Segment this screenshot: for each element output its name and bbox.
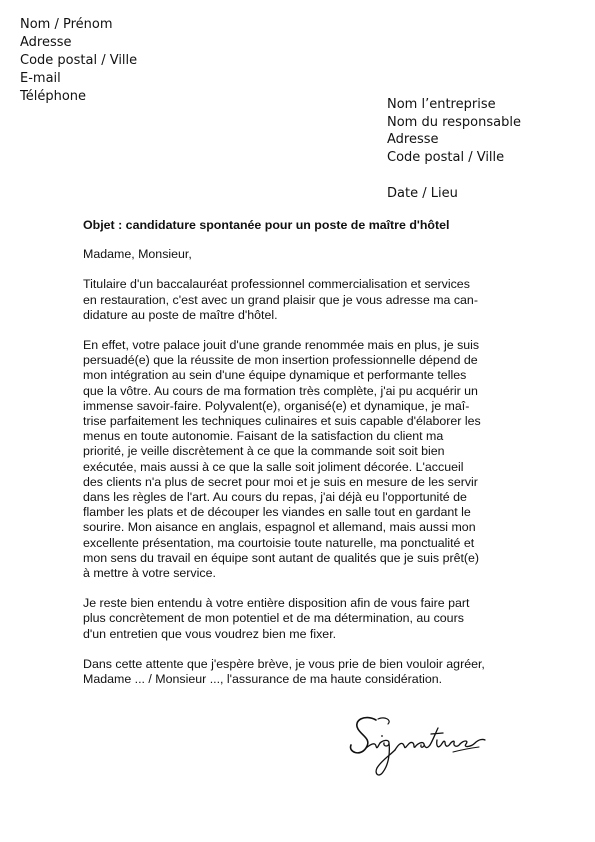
text-line: priorité, je veille discrètement à ce que la commande soit soit bien — [83, 444, 445, 459]
text-line: menus en toute autonomie. Faisant de la satisfaction du client ma — [83, 429, 444, 444]
recipient-company: Nom l’entreprise — [387, 97, 496, 112]
sender-address: Adresse — [20, 35, 72, 50]
sender-email: E-mail — [20, 71, 61, 86]
recipient-postal-city: Code postal / Ville — [387, 149, 505, 165]
text-line: Je reste bien entendu à votre entière disposition afin de vous faire part — [83, 596, 470, 611]
letter-subject: Objet : candidature spontanée pour un poste de maître d'hôtel — [83, 218, 450, 232]
paragraph-1 — [83, 277, 523, 323]
text-line: exécutée, mais aussi à ce que la salle soit joliment décorée. L'accueil — [83, 459, 464, 474]
sender-name: Nom / Prénom — [20, 17, 113, 32]
text-line: plus concrètement de mon potentiel et de ma détermination, au cours — [83, 611, 464, 626]
text-line: Madame ... / Monsieur ..., l'assurance de ma haute considération. — [83, 672, 443, 687]
paragraph-4 — [83, 657, 523, 687]
recipient-manager: Nom du responsable — [387, 114, 521, 130]
paragraph-3 — [83, 596, 523, 642]
text-line: didature au poste de maître d'hôtel. — [83, 307, 278, 322]
recipient-block — [387, 96, 521, 166]
handwritten-signature — [345, 712, 495, 782]
date-place: Date / Lieu — [387, 186, 458, 201]
text-line: d'un entretien que vous voudrez bien me fixer. — [83, 626, 337, 641]
text-line: que la vôtre. Au cours de ma formation très complète, j'ai pu acquérir un — [83, 383, 478, 398]
text-line: dans les règles de l'art. Au cours du repas, j'ai déjà eu l'opportunité de — [83, 490, 467, 505]
text-line: Dans cette attente que j'espère brève, je vous prie de bien vouloir agréer, — [83, 656, 485, 671]
text-line: mon intégration au sein d'une équipe dynamique et performante telles — [83, 368, 467, 383]
text-line: sourire. Mon aisance en anglais, espagnol et allemand, mais aussi mon — [83, 520, 476, 535]
text-line: immense savoir-faire. Polyvalent(e), organisé(e) et dynamique, je maî- — [83, 398, 470, 413]
text-line: trise parfaitement les techniques culinaires et suis capable d'élaborer les — [83, 414, 481, 429]
sender-block — [20, 16, 137, 106]
text-line: des clients n'a plus de secret pour moi et je suis en mesure de les servir — [83, 474, 478, 489]
paragraph-2 — [83, 338, 523, 581]
text-line: En effet, votre palace jouit d'une grande renommée mais en plus, je suis — [83, 338, 480, 353]
sender-phone: Téléphone — [20, 89, 87, 104]
text-line: à mettre à votre service. — [83, 566, 216, 581]
sender-postal-city: Code postal / Ville — [20, 53, 138, 68]
text-line: flamber les plats et de découper les viandes en salle tout en gardant le — [83, 505, 471, 520]
text-line: excellente présentation, ma courtoisie toute naturelle, ma ponctualité et — [83, 535, 475, 550]
salutation: Madame, Monsieur, — [83, 247, 192, 262]
letter-body — [83, 218, 523, 702]
text-line: Titulaire d'un baccalauréat professionnel commercialisation et services — [83, 277, 470, 292]
text-line: persuadé(e) que la réussite de mon insertion professionnelle dépend de — [83, 353, 478, 368]
text-line: mon sens du travail en équipe sont autant de qualités que je suis prêt(e) — [83, 550, 480, 565]
recipient-address: Adresse — [387, 132, 439, 147]
text-line: en restauration, c'est avec un grand plaisir que je vous adresse ma can- — [83, 292, 478, 307]
